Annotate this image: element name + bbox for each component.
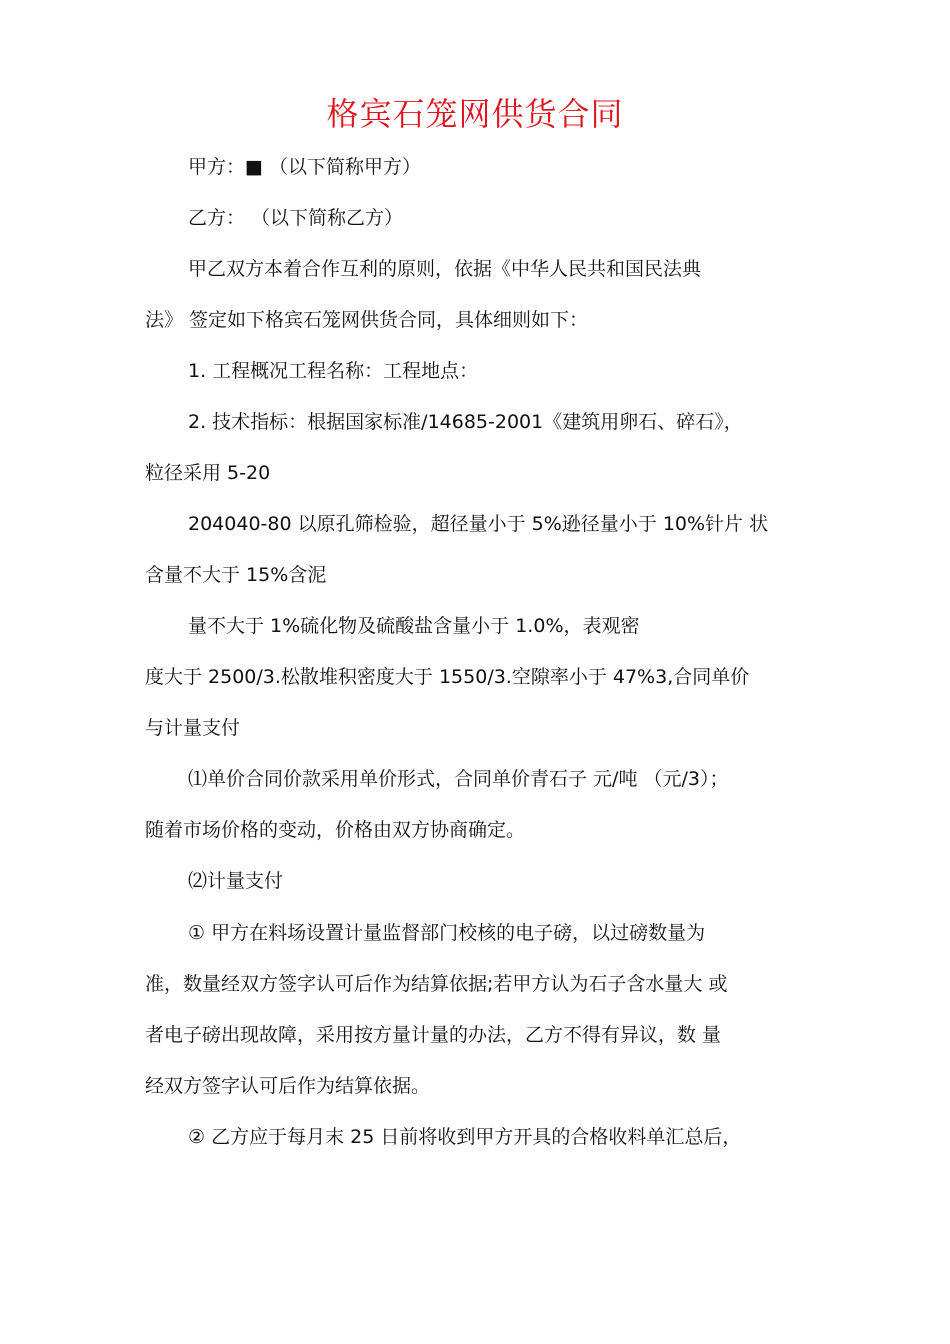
paragraph-line: 度大于 2500/3.松散堆积密度大于 1550/3.空隙率小于 47%3,合同单价	[145, 666, 750, 688]
paragraph-line: 法》 签定如下格宾石笼网供货合同，具体细则如下：	[145, 309, 589, 331]
paragraph-line: 经双方签字认可后作为结算依据。	[145, 1075, 431, 1097]
paragraph-line: 粒径采用 5-20	[145, 462, 271, 484]
party-a-line: 甲方：■ （以下简称甲方）	[188, 156, 421, 178]
section-line: 2. 技术指标：根据国家标准/14685-2001《建筑用卵石、碎石》，	[188, 411, 743, 433]
party-b-line: 乙方： （以下简称乙方）	[188, 207, 404, 229]
paragraph-line: 甲乙双方本着合作互利的原则，依据《中华人民共和国民法典	[188, 258, 702, 280]
paragraph-line: 准，数量经双方签字认可后作为结算依据;若甲方认为石子含水量大 或	[145, 973, 728, 995]
paragraph-line: 204040-80 以原孔筛检验，超径量小于 5%逊径量小于 10%针片 状	[188, 513, 769, 535]
section-line: ⑵计量支付	[188, 870, 284, 892]
paragraph-line: ⑴单价合同价款采用单价形式，合同单价青石子 元/吨 （元/3）；	[188, 768, 729, 790]
paragraph-line: ② 乙方应于每月末 25 日前将收到甲方开具的合格收料单汇总后，	[188, 1126, 742, 1148]
paragraph-line: 含量不大于 15%含泥	[145, 564, 327, 586]
paragraph-line: 与计量支付	[145, 717, 241, 739]
document-title: 格宾石笼网供货合同	[326, 95, 624, 133]
paragraph-line: 量不大于 1%硫化物及硫酸盐含量小于 1.0%，表观密	[188, 615, 640, 637]
paragraph-line: 者电子磅出现故障，采用按方量计量的办法，乙方不得有异议，数 量	[145, 1024, 722, 1046]
section-line: 1. 工程概况工程名称：工程地点：	[188, 360, 479, 382]
paragraph-line: 随着市场价格的变动，价格由双方协商确定。	[145, 819, 526, 841]
paragraph-line: ① 甲方在料场设置计量监督部门校核的电子磅，以过磅数量为	[188, 922, 706, 944]
